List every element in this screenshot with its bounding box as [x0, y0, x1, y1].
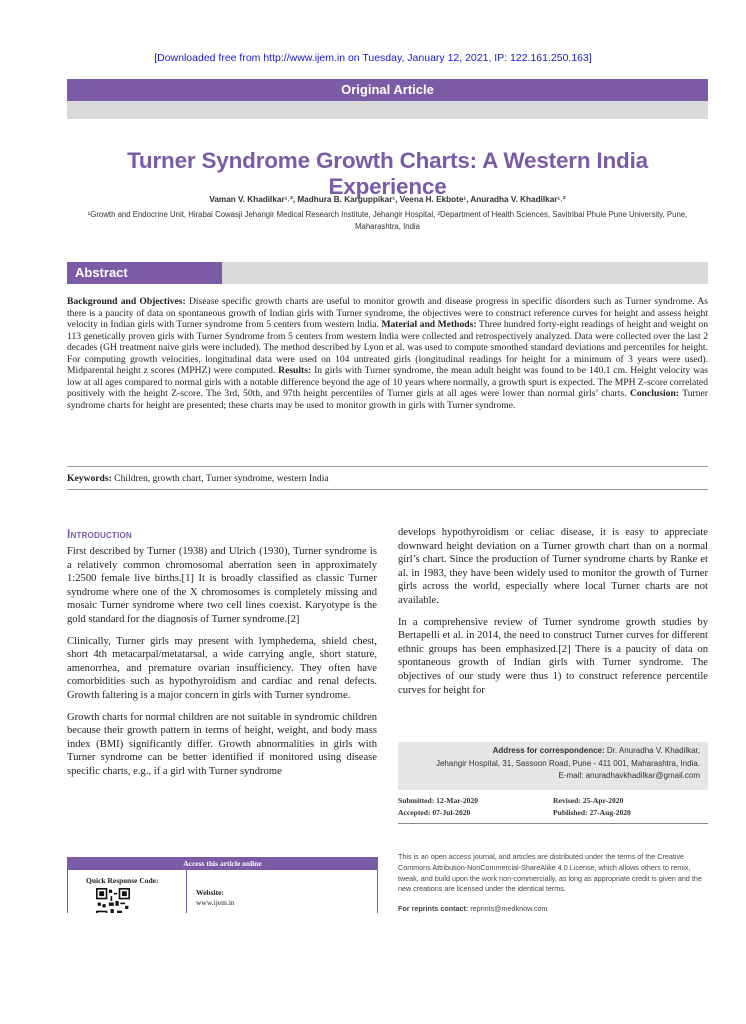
article-dates: [398, 796, 708, 820]
intro-paragraph-2: Clinically, Turner girls may present with lymphedema, shield chest, short 4th metacarpal/metatarsal, a wide carrying angle, short stature, amenorrhea, and premature ovarian insufficiency. They often have comorbidities such as hypothyroidism and cardiac and renal defects. Growth faltering is a major concern in girls with Turner syndrome.: [67, 635, 377, 701]
abstract-heading: Abstract: [67, 262, 222, 284]
author-list: Vaman V. Khadilkar¹˒², Madhura B. Karguppikar¹, Veena H. Ekbote¹, Anuradha V. Khadilkar¹˒²: [209, 195, 566, 204]
banner-gray-strip: [67, 101, 708, 119]
intro-paragraph-5: In a comprehensive review of Turner syndrome growth studies by Bertapelli et al. in 2014, the need to construct Turner curves for different ethnic groups has been emphasized.[2] There is a paucity of data on spontaneous growth of Indian girls with Turner syndrome. The objectives of our study were thus 1) to construct reference percentile curves for height for: [398, 616, 708, 696]
keywords: [67, 473, 708, 484]
abstract-text-results: In girls with Turner syndrome, the mean adult height was found to be 140.1 cm. Height velocity was low at all ages compared to normal girls with a notable difference beyond the age of 10 years where normally, a growth spurt is expected. The MPH Z-score correlated positively with the height Z-score. The 3rd, 50th, and 97th height percentiles of Turner girls at all ages were lower than normal girls’ charts.: [67, 365, 708, 399]
abstract-label-methods: Material and Methods:: [381, 319, 477, 330]
body-column-left: [67, 545, 377, 787]
website-label: Website:: [196, 888, 224, 897]
published-date: Published: 27-Aug-2020: [553, 808, 631, 817]
dates-divider: [398, 823, 708, 824]
abstract-text-methods: Three hundred forty-eight readings of height and weight on 113 genetically proven girls with Turner Syndrome from 5 centers from western India were collected and retrospectively analyzed. Data were collected over the last 2 decades (GH treatment naive girls were included). The method described by Lyon et al. was used to compute smoothed standard deviations and percentiles for height. For computing growth velocities, longitudinal data were used on 104 untreated girls (longitudinal readings for height for a minimum of 3 years were used). Midparental height z scores (MPHZ) were computed.: [67, 319, 708, 376]
revised-date: Revised: 25-Apr-2020: [553, 796, 624, 805]
correspondence-email[interactable]: E-mail: anuradhavkhadilkar@gmail.com: [558, 771, 700, 780]
access-box-divider: [186, 870, 187, 913]
reprints-label: For reprints contact:: [398, 904, 469, 913]
accepted-date: Accepted: 07-Jul-2020: [398, 808, 471, 817]
abstract-label-conclusion: Conclusion:: [629, 388, 679, 399]
intro-paragraph-3: Growth charts for normal children are not suitable in syndromic children because their growth pattern in terms of height, weight, and body mass index (BMI) significantly differ. Growth abnormalities in girls with Turner syndrome can be better identified if monitored using disease specific charts, e.g., if a girl with Turner syndrome: [67, 711, 377, 777]
website-link[interactable]: www.ijem.in: [196, 898, 235, 907]
introduction-heading-text: Introduction: [67, 527, 132, 541]
license-text: This is an open access journal, and articles are distributed under the terms of the Creative Commons Attribution-NonCommercial-ShareAlike 4.0 License, which allows others to remix, tweak, and build upon the work non-commercially, as long as appropriate credit is given and the new creations are licensed under the identical terms.: [398, 852, 702, 894]
reprints-contact: [398, 904, 708, 913]
reprints-email[interactable]: reprints@medknow.com: [468, 904, 548, 913]
correspondence-box: [398, 742, 708, 790]
intro-paragraph-4: develops hypothyroidism or celiac disease, it is easy to appreciate downward height deviation on a Turner growth chart than on a normal girl’s chart. Since the production of Turner syndrome charts by Ranke et al. in 1983, they have been widely used to monitor the growth of Turner girls across the world, especially where local Turner charts are not available.: [398, 527, 708, 606]
abstract-body: [67, 296, 708, 411]
abstract-label-results: Results:: [278, 365, 312, 376]
article-title: Turner Syndrome Growth Charts: A Western India Experience: [127, 148, 648, 199]
access-article-box: [67, 857, 378, 913]
access-heading: Access this article online: [68, 858, 377, 870]
download-notice: [Downloaded free from http://www.ijem.in on Tuesday, January 12, 2021, IP: 122.161.250.163]: [154, 52, 592, 64]
affiliations: ¹Growth and Endocrine Unit, Hirabai Cowasji Jehangir Medical Research Institute, Jehangir Hospital, ²Department of Health Sciences, Savitribai Phule Pune University, Pune, Maharashtra, India: [87, 210, 688, 231]
intro-paragraph-1: First described by Turner (1938) and Ulrich (1930), Turner syndrome is a relatively common chromosomal aberration seen in approximately 1:2500 female live births.[1] It is broadly classified as classic Turner syndrome where one of the X chromosomes is completely missing and mosaic Turner syndrome where two cell lines coexist. Karyotype is the gold standard for the diagnosis of Turner syndrome.[2]: [67, 546, 377, 625]
keywords-label: Keywords:: [67, 473, 112, 484]
introduction-heading: [67, 527, 132, 541]
correspondence-address: Jehangir Hospital, 31, Sassoon Road, Pune - 411 001, Maharashtra, India.: [435, 758, 700, 768]
article-type-label: Original Article: [341, 82, 434, 97]
correspondence-label: Address for correspondence:: [492, 746, 605, 755]
qr-label: Quick Response Code:: [86, 876, 159, 885]
body-column-right: [398, 526, 708, 705]
submitted-date: Submitted: 12-Mar-2020: [398, 796, 479, 805]
article-type-banner: [67, 79, 708, 101]
abstract-divider: [67, 466, 708, 467]
keywords-divider: [67, 489, 708, 490]
abstract-text-background: Disease specific growth charts are useful to monitor growth and disease progress in specific disorders such as Turner syndrome. As there is a paucity of data on spontaneous growth of Indian girls with Turner syndrome, the objectives were to construct reference curves for height and assess height velocity in Indian girls with Turner syndrome from 5 centers from western India.: [67, 296, 708, 330]
abstract-text-conclusion: Turner syndrome charts for height are presented; these charts may be used to monitor growth in girls with Turner syndrome.: [67, 388, 708, 411]
abstract-header-bar: [67, 262, 708, 284]
keywords-text: Children, growth chart, Turner syndrome, western India: [111, 473, 329, 484]
qr-code-icon[interactable]: [96, 888, 130, 913]
correspondence-name: Dr. Anuradha V. Khadilkar,: [604, 746, 700, 755]
abstract-label-background: Background and Objectives:: [67, 296, 186, 307]
